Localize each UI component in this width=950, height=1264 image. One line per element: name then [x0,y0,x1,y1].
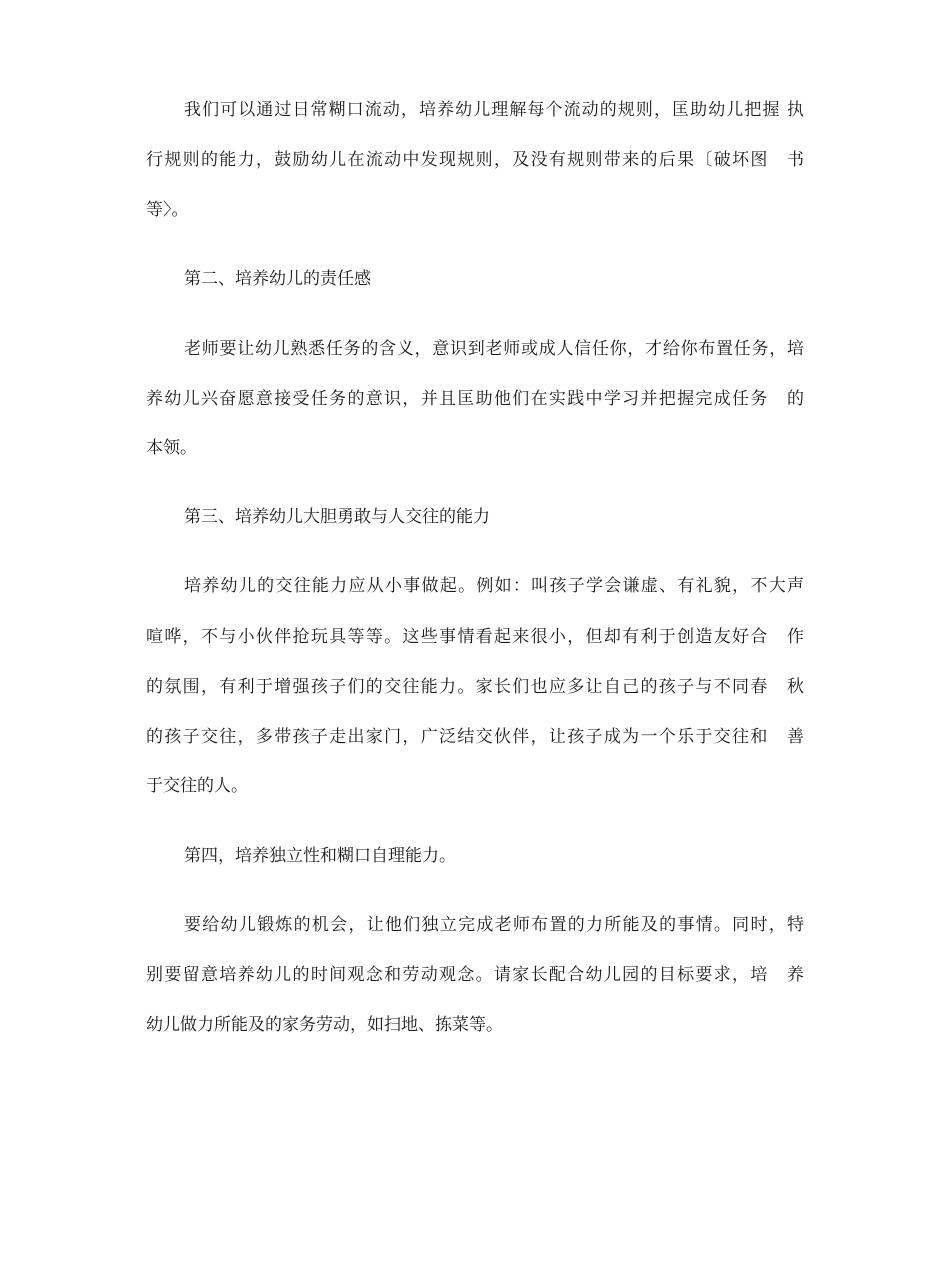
paragraph-4-line-3: 幼儿做力所能及的家务劳动，如扫地、拣菜等。 [146,1015,503,1035]
paragraph-3-line-1: 培养幼儿的交往能力应从小事做起。例如：叫孩子学会谦虚、有礼貌，不大声 [184,576,804,596]
paragraph-1-line-1: 我们可以通过日常糊口流动，培养幼儿理解每个流动的规则，匡助幼儿把握 执 [184,100,804,120]
section-heading-2: 第二、培养幼儿的责任感 [184,269,371,289]
paragraph-1-line-3: 等〉。 [146,200,189,220]
section-heading-3: 第三、培养幼儿大胆勇敢与人交往的能力 [184,507,490,527]
paragraph-1-line-2: 行规则的能力，鼓励幼儿在流动中发现规则，及没有规则带来的后果〔破坏图 书 [146,150,804,170]
paragraph-3-line-2: 喧哗，不与小伙伴抢玩具等等。这些事情看起来很小，但却有利于创造友好合 作 [146,627,804,647]
paragraph-4-line-2: 别要留意培养幼儿的时间观念和劳动观念。请家长配合幼儿园的目标要求，培 养 [146,965,804,985]
paragraph-3-line-3: 的氛围，有利于增强孩子们的交往能力。家长们也应多让自己的孩子与不同春 秋 [146,677,804,697]
paragraph-4-line-1: 要给幼儿锻炼的机会，让他们独立完成老师布置的力所能及的事情。同时，特 [184,915,804,935]
paragraph-2-line-1: 老师要让幼儿熟悉任务的含义，意识到老师或成人信任你，才给你布置任务，培 [184,339,804,359]
paragraph-2-line-2: 养幼儿兴奋愿意接受任务的意识，并且匡助他们在实践中学习并把握完成任务 的 [146,389,804,409]
paragraph-3-line-5: 于交往的人。 [146,776,248,796]
paragraph-2-line-3: 本领。 [146,438,197,458]
paragraph-3-line-4: 的孩子交往，多带孩子走出家门，广泛结交伙伴，让孩子成为一个乐于交往和 善 [146,727,804,747]
section-heading-4: 第四，培养独立性和糊口自理能力。 [184,846,456,866]
